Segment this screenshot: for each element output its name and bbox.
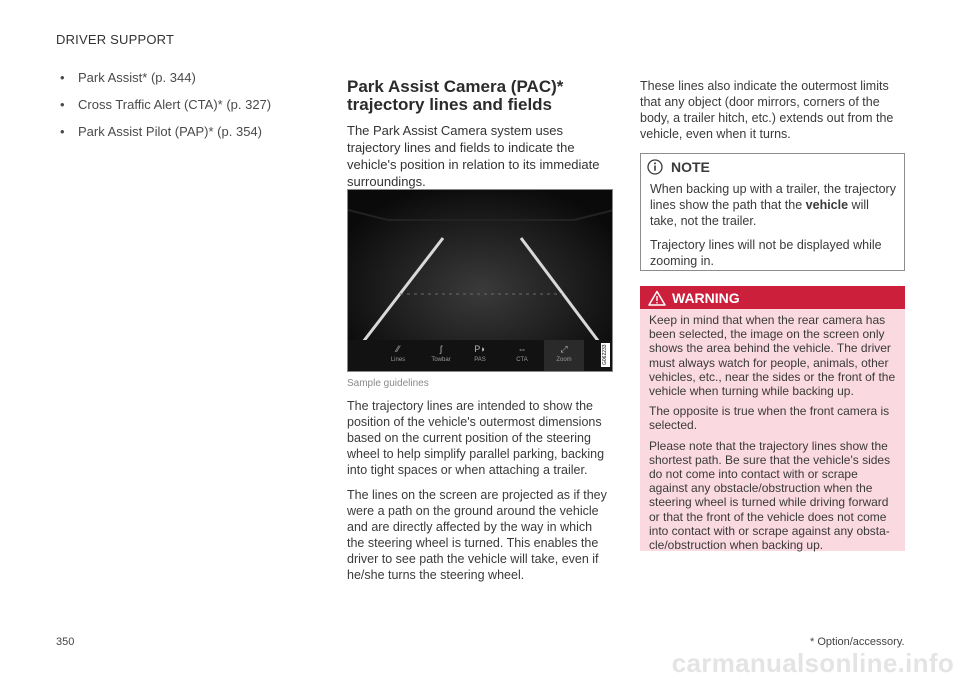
warning-body — [649, 313, 899, 558]
related-link-park-assist[interactable]: • Park Assist* (p. 344) — [60, 70, 196, 85]
note-header — [647, 157, 710, 177]
camera-button-bar — [348, 340, 612, 371]
lines-icon: ⁄⁄ — [396, 344, 400, 354]
camera-button-cta[interactable]: ⇔ CTA — [502, 340, 542, 371]
camera-view-image — [347, 189, 613, 372]
warning-box — [640, 286, 905, 551]
article-title: Park Assist Camera (PAC)* trajectory lines and fields — [347, 77, 564, 114]
bullet-icon: • — [60, 70, 65, 85]
note-box — [640, 153, 905, 271]
warning-triangle-icon — [648, 290, 666, 306]
warning-paragraph: The opposite is true when the front camera is selected. — [649, 404, 890, 433]
warning-title: WARNING — [672, 289, 740, 306]
article-body — [347, 398, 609, 592]
note-body — [650, 181, 898, 277]
column-3-lead — [640, 78, 908, 142]
pas-icon: P◗ — [474, 344, 486, 354]
watermark: carmanualsonline.info — [671, 648, 954, 678]
warning-paragraph: Keep in mind that when the rear camera has been selected, the image on the screen only shows the area behind the vehicle. The driver must always watch for people, animals, other vehicles, etc., near the sides or the front of the vehicle when turning while backing up. — [649, 313, 896, 399]
warning-paragraph: Please note that the trajectory lines show the shortest path. Be sure that the vehicle's sides do not come into contact with or scrape against any obstacle/obstruction when the steering wheel is turned while driving forward or that the front of the vehicle does not come into contact with or scrape against any obsta-cle/obstruction when backing up. — [649, 438, 891, 553]
figure-caption: Sample guidelines — [347, 378, 429, 389]
figure-code: G062233 — [602, 344, 608, 366]
body-paragraph: The trajectory lines are intended to show the position of the vehicle's outermost dimensions based on the current position of the steering wheel to help simplify parallel parking, backing into tight spaces or when attaching a trailer. — [347, 399, 605, 477]
bullet-icon: • — [60, 124, 65, 139]
note-paragraph: When backing up with a trailer, the trajectory lines show the path that the vehicle will take, not the trailer. — [650, 182, 896, 228]
warning-header — [640, 286, 905, 309]
body-paragraph: The lines on the screen are projected as if they were a path on the ground around the vehicle and are directly affected by the way in which the steering wheel is turned. This enables the driver to see path the vehicle will take, even if he/she turns the steering wheel. — [347, 488, 607, 582]
article-intro: The Park Assist Camera system uses trajectory lines and fields to indicate the vehicle's position in relation to its immediate surroundings. — [347, 123, 600, 189]
note-paragraph: Trajectory lines will not be displayed while zooming in. — [650, 238, 882, 268]
camera-button-towbar[interactable]: ʃ Towbar — [421, 340, 461, 371]
camera-button-zoom[interactable]: ⤢ Zoom — [544, 340, 584, 371]
related-link-cta[interactable]: • Cross Traffic Alert (CTA)* (p. 327) — [60, 97, 272, 112]
camera-button-lines[interactable]: ⁄⁄ Lines — [378, 340, 418, 371]
footnote: * Option/accessory. — [810, 636, 905, 648]
bullet-icon: • — [60, 97, 65, 112]
info-icon — [647, 159, 663, 175]
body-paragraph: These lines also indicate the outermost limits that any object (door mirrors, corners of the body, a trailer hitch, etc.) extends out from the vehicle, even when it turns. — [640, 79, 894, 141]
note-title: NOTE — [671, 159, 710, 175]
page-number: 350 — [56, 636, 75, 648]
camera-button-pas[interactable]: P◗ PAS — [460, 340, 500, 371]
section-header: DRIVER SUPPORT — [56, 32, 175, 47]
related-links — [56, 70, 316, 151]
zoom-icon: ⤢ — [560, 344, 568, 354]
related-link-pap[interactable]: • Park Assist Pilot (PAP)* (p. 354) — [60, 124, 262, 139]
cta-icon: ⇔ — [517, 344, 527, 354]
towbar-icon: ʃ — [440, 344, 442, 354]
